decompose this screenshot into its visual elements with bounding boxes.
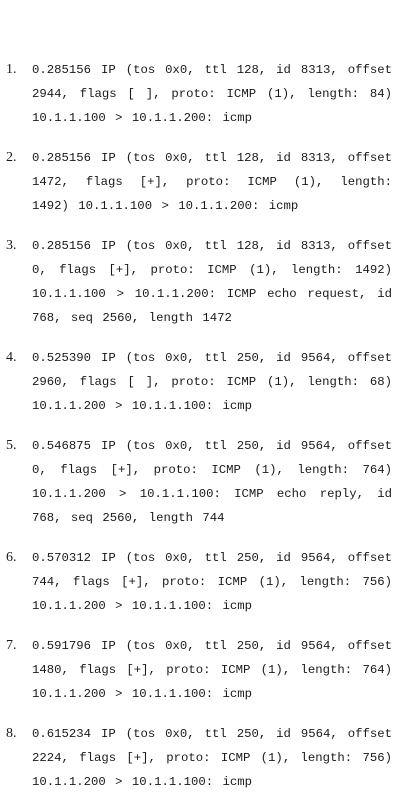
- packet-line: 0.615234 IP (tos 0x0, ttl 250, id 9564, offset 2224, flags [+], proto: ICMP (1), length: 756) 10.1.1.200 > 10.1.1.100: icmp: [32, 727, 392, 789]
- packet-line: 0.591796 IP (tos 0x0, ttl 250, id 9564, offset 1480, flags [+], proto: ICMP (1), length: 764) 10.1.1.200 > 10.1.1.100: icmp: [32, 639, 392, 701]
- list-item: [0, 540, 404, 628]
- item-number: 6.: [6, 550, 17, 565]
- list-item: [0, 628, 404, 716]
- packet-line: 0.525390 IP (tos 0x0, ttl 250, id 9564, offset 2960, flags [ ], proto: ICMP (1), length: 68) 10.1.1.200 > 10.1.1.100: icmp: [32, 351, 392, 413]
- list-item: [0, 140, 404, 228]
- item-number: 3.: [6, 238, 17, 253]
- item-number: 8.: [6, 726, 17, 741]
- item-number: 1.: [6, 62, 17, 77]
- packet-line: 0.285156 IP (tos 0x0, ttl 128, id 8313, offset 0, flags [+], proto: ICMP (1), length: 1492) 10.1.1.100 > 10.1.1.200: ICMP echo request, id 768, seq 2560, length 1472: [32, 239, 392, 325]
- list-item: [0, 340, 404, 428]
- item-number: 2.: [6, 150, 17, 165]
- packet-line: 0.285156 IP (tos 0x0, ttl 128, id 8313, offset 1472, flags [+], proto: ICMP (1), length: 1492) 10.1.1.100 > 10.1.1.200: icmp: [32, 151, 392, 213]
- list-item: [0, 52, 404, 140]
- list-item: [0, 228, 404, 340]
- packet-line: 0.570312 IP (tos 0x0, ttl 250, id 9564, offset 744, flags [+], proto: ICMP (1), length: 756) 10.1.1.200 > 10.1.1.100: icmp: [32, 551, 392, 613]
- packet-line: 0.285156 IP (tos 0x0, ttl 128, id 8313, offset 2944, flags [ ], proto: ICMP (1), length: 84) 10.1.1.100 > 10.1.1.200: icmp: [32, 63, 392, 125]
- list-item: [0, 716, 404, 804]
- list-item: [0, 428, 404, 540]
- packet-capture-list: [0, 52, 404, 804]
- item-number: 4.: [6, 350, 17, 365]
- item-number: 5.: [6, 438, 17, 453]
- item-number: 7.: [6, 638, 17, 653]
- packet-line: 0.546875 IP (tos 0x0, ttl 250, id 9564, offset 0, flags [+], proto: ICMP (1), length: 764) 10.1.1.200 > 10.1.1.100: ICMP echo reply, id 768, seq 2560, length 744: [32, 439, 392, 525]
